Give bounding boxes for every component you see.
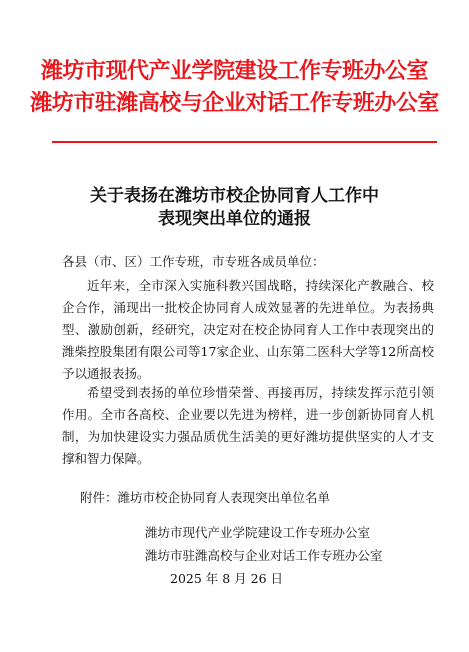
body-paragraph-2: 希望受到表扬的单位珍惜荣誉、再接再厉，持续发挥示范引领作用。全市各高校、企业要以先进为榜样，进一步创新协同育人机制，为加快建设实力强品质优生活美的更好潍坊提供坚实的人才支撑和智力保障。 — [62, 385, 434, 466]
body-paragraph-1: 近年来，全市深入实施科教兴国战略，持续深化产教融合、校企合作，涌现出一批校企协同育人成效显著的先进单位。为表扬典型、激励创新，经研究，决定对在校企协同育人工作中表现突出的潍柴控股集团有限公司等17家企业、山东第二医科大学等12所高校予以通报表扬。 — [62, 278, 434, 381]
document-title-line-2: 表现突出单位的通报 — [158, 209, 311, 229]
issuer-header-line-2: 潍坊市驻潍高校与企业对话工作专班办公室 — [30, 90, 439, 116]
salutation: 各县（市、区）工作专班，市专班各成员单位： — [62, 254, 325, 269]
signature-date: 2025 年 8 月 26 日 — [170, 571, 284, 586]
attachment-note: 附件：潍坊市校企协同育人表现突出单位名单 — [80, 490, 331, 505]
signature-org-2: 潍坊市驻潍高校与企业对话工作专班办公室 — [145, 548, 383, 563]
signature-org-1: 潍坊市现代产业学院建设工作专班办公室 — [145, 525, 371, 540]
issuer-header-line-1: 潍坊市现代产业学院建设工作专班办公室 — [40, 58, 428, 84]
document-title-line-1: 关于表扬在潍坊市校企协同育人工作中 — [90, 186, 379, 206]
red-divider-rule — [52, 141, 437, 143]
